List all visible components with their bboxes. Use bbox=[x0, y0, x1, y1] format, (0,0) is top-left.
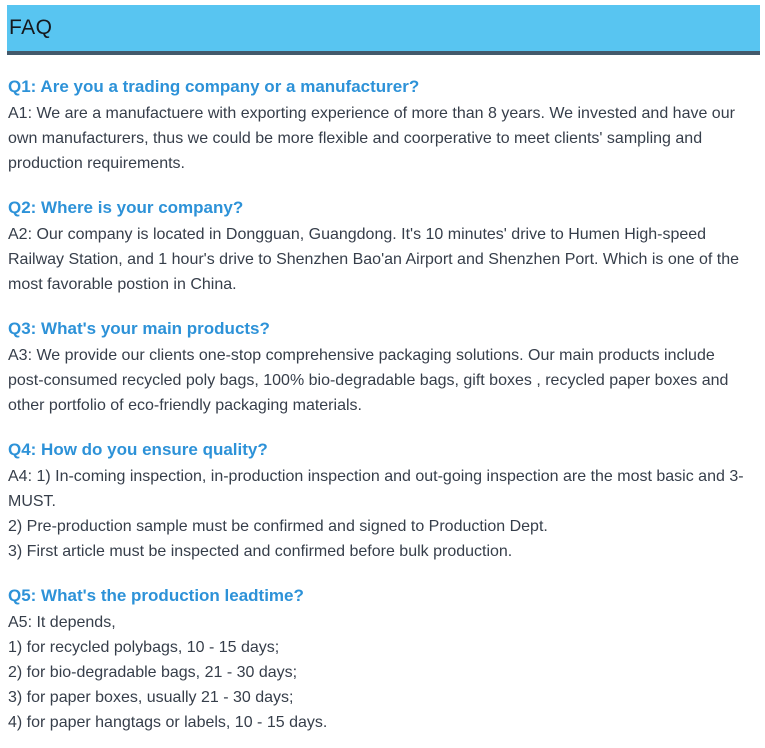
faq-item-q5 bbox=[8, 586, 751, 735]
faq-question: Q3: What's your main products? bbox=[8, 319, 270, 338]
faq-answer bbox=[8, 343, 751, 418]
answer-line: A4: 1) In-coming inspection, in-production inspection and out-going inspection are the most basic and 3-MUST. bbox=[8, 468, 744, 510]
faq-answer bbox=[8, 101, 751, 176]
answer-line: A2: Our company is located in Dongguan, Guangdong. It's 10 minutes' drive to Humen High-speed Railway Station, and 1 hour's drive to Shenzhen Bao'an Airport and Shenzhen Port. Which is one of the most favorable postion in China. bbox=[8, 226, 739, 293]
answer-line: A3: We provide our clients one-stop comprehensive packaging solutions. Our main products include post-consumed recycled poly bags, 100% bio-degradable bags, gift boxes , recycled paper boxes and other portfolio of eco-friendly packaging materials. bbox=[8, 347, 729, 414]
answer-line: 2) for bio-degradable bags, 21 - 30 days; bbox=[8, 664, 298, 681]
answer-line: 3) First article must be inspected and confirmed before bulk production. bbox=[8, 543, 513, 560]
faq-header bbox=[7, 5, 760, 55]
faq-item-q3 bbox=[8, 319, 751, 418]
faq-item-q4 bbox=[8, 440, 751, 564]
faq-question: Q1: Are you a trading company or a manufacturer? bbox=[8, 77, 420, 96]
faq-item-q2 bbox=[8, 198, 751, 297]
answer-line: A1: We are a manufactuere with exporting experience of more than 8 years. We invested and have our own manufacturers, thus we could be more flexible and coorperative to meet clients' sampling and production requirements. bbox=[8, 105, 735, 172]
answer-line: 4) for paper hangtags or labels, 10 - 15 days. bbox=[8, 714, 328, 731]
faq-question: Q4: How do you ensure quality? bbox=[8, 440, 268, 459]
answer-line: A5: It depends, bbox=[8, 614, 116, 631]
faq-answer bbox=[8, 464, 751, 564]
answer-line: 1) for recycled polybags, 10 - 15 days; bbox=[8, 639, 280, 656]
faq-answer bbox=[8, 222, 751, 297]
faq-answer bbox=[8, 610, 751, 735]
faq-question: Q2: Where is your company? bbox=[8, 198, 244, 217]
answer-line: 2) Pre-production sample must be confirmed and signed to Production Dept. bbox=[8, 518, 548, 535]
page-title: FAQ bbox=[9, 16, 53, 39]
faq-question: Q5: What's the production leadtime? bbox=[8, 586, 304, 605]
answer-line: 3) for paper boxes, usually 21 - 30 days; bbox=[8, 689, 294, 706]
faq-list bbox=[0, 77, 765, 735]
faq-item-q1 bbox=[8, 77, 751, 176]
